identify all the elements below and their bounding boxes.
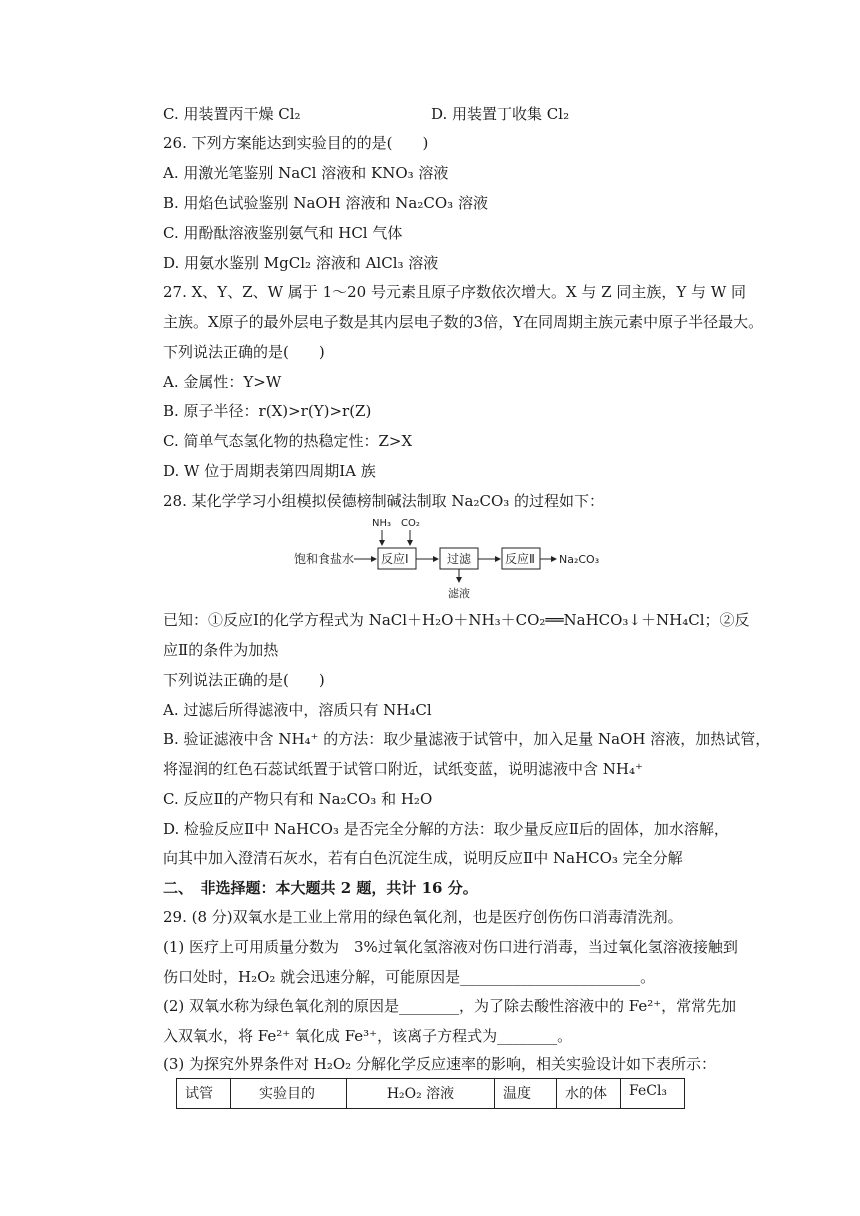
option-26b: B. 用焰色试验鉴别 NaOH 溶液和 Na₂CO₃ 溶液 — [163, 194, 488, 212]
option-27b: B. 原子半径：r(X)>r(Y)>r(Z) — [163, 402, 372, 420]
question-29: 29. (8 分)双氧水是工业上常用的绿色氧化剂，也是医疗创伤伤口消毒清洗剂。 — [163, 908, 683, 926]
flow-input-co2: CO₂ — [401, 518, 420, 529]
flow-filtrate: 滤液 — [448, 587, 470, 600]
section-2-heading: 二、 非选择题：本大题共 2 题，共计 16 分。 — [163, 879, 478, 897]
option-26d: D. 用氨水鉴别 MgCl₂ 溶液和 AlCl₃ 溶液 — [163, 254, 439, 272]
option-28d-line2: 向其中加入澄清石灰水，若有白色沉淀生成，说明反应Ⅱ中 NaHCO₃ 完全分解 — [163, 849, 683, 867]
flow-product: Na₂CO₃ — [559, 553, 600, 566]
option-28c: C. 反应Ⅱ的产物只有和 Na₂CO₃ 和 H₂O — [163, 790, 433, 808]
table-header-cell: 试管 — [177, 1079, 231, 1109]
option-26a: A. 用激光笔鉴别 NaCl 溶液和 KNO₃ 溶液 — [163, 164, 449, 182]
table-header-cell: 实验目的 — [231, 1079, 347, 1109]
option-28a: A. 过滤后所得滤液中，溶质只有 NH₄Cl — [163, 701, 432, 719]
known-line2: 应Ⅱ的条件为加热 — [163, 641, 279, 659]
flow-start: 饱和食盐水 — [294, 552, 355, 566]
question-29-part1-line1: (1) 医疗上可用质量分数为 3%过氧化氢溶液对伤口进行消毒，当过氧化氢溶液接触到 — [163, 938, 738, 956]
question-28: 28. 某化学学习小组模拟侯德榜制碱法制取 Na₂CO₃ 的过程如下： — [163, 492, 605, 510]
question-26: 26. 下列方案能达到实验目的的是( ) — [163, 134, 429, 152]
option-25d: D. 用装置丁收集 Cl₂ — [431, 105, 570, 123]
question-29-part2-line1: (2) 双氧水称为绿色氧化剂的原因是________，为了除去酸性溶液中的 Fe²⁺，常常先加 — [163, 997, 737, 1015]
option-28b-line1: B. 验证滤液中含 NH₄⁺ 的方法：取少量滤液于试管中，加入足量 NaOH 溶液，加热试管， — [163, 730, 771, 748]
known-line1: 已知：①反应Ⅰ的化学方程式为 NaCl＋H₂O＋NH₃＋CO₂══NaHCO₃↓＋NH₄Cl；②反 — [163, 611, 750, 629]
option-28b-line2: 将湿润的红色石蕊试纸置于试管口附近，试纸变蓝，说明滤液中含 NH₄⁺ — [163, 760, 643, 778]
table-header-cell: H₂O₂ 溶液 — [347, 1079, 495, 1109]
option-27c: C. 简单气态氢化物的热稳定性：Z>X — [163, 432, 413, 450]
table-header-cell: FeCl₃ — [621, 1079, 685, 1109]
option-28d-line1: D. 检验反应Ⅱ中 NaHCO₃ 是否完全分解的方法：取少量反应Ⅱ后的固体，加水溶解， — [163, 820, 729, 838]
question-28-ask: 下列说法正确的是( ) — [163, 671, 325, 689]
flow-box-reaction1-label: 反应Ⅰ — [381, 552, 409, 566]
option-25c: C. 用装置丙干燥 Cl₂ — [163, 105, 301, 123]
table-header-cell: 温度 — [495, 1079, 557, 1109]
table-header-cell: 水的体 — [557, 1079, 621, 1109]
question-27-line2: 主族。X原子的最外层电子数是其内层电子数的3倍，Y在同周期主族元素中原子半径最大。 — [163, 313, 764, 331]
experiment-table — [176, 1078, 685, 1109]
question-27-line3: 下列说法正确的是( ) — [163, 343, 325, 361]
option-27a: A. 金属性：Y>W — [163, 373, 282, 391]
question-29-part1-line2: 伤口处时，H₂O₂ 就会迅速分解，可能原因是________________________。 — [163, 968, 656, 986]
question-29-part2-line2: 入双氧水，将 Fe²⁺ 氧化成 Fe³⁺，该离子方程式为________。 — [163, 1027, 573, 1045]
process-flow-diagram — [290, 512, 620, 600]
question-29-part3: (3) 为探究外界条件对 H₂O₂ 分解化学反应速率的影响，相关实验设计如下表所示： — [163, 1055, 716, 1073]
option-27d: D. W 位于周期表第四周期ⅠA 族 — [163, 462, 376, 480]
flow-input-nh3: NH₃ — [372, 518, 392, 529]
option-26c: C. 用酚酞溶液鉴别氨气和 HCl 气体 — [163, 224, 403, 242]
flow-box-filter-label: 过滤 — [447, 552, 472, 566]
table-header-row — [177, 1079, 685, 1109]
question-27-line1: 27. X、Y、Z、W 属于 1～20 号元素且原子序数依次增大。X 与 Z 同主族，Y 与 W 同 — [163, 283, 747, 301]
flow-box-reaction2-label: 反应Ⅱ — [505, 552, 535, 566]
